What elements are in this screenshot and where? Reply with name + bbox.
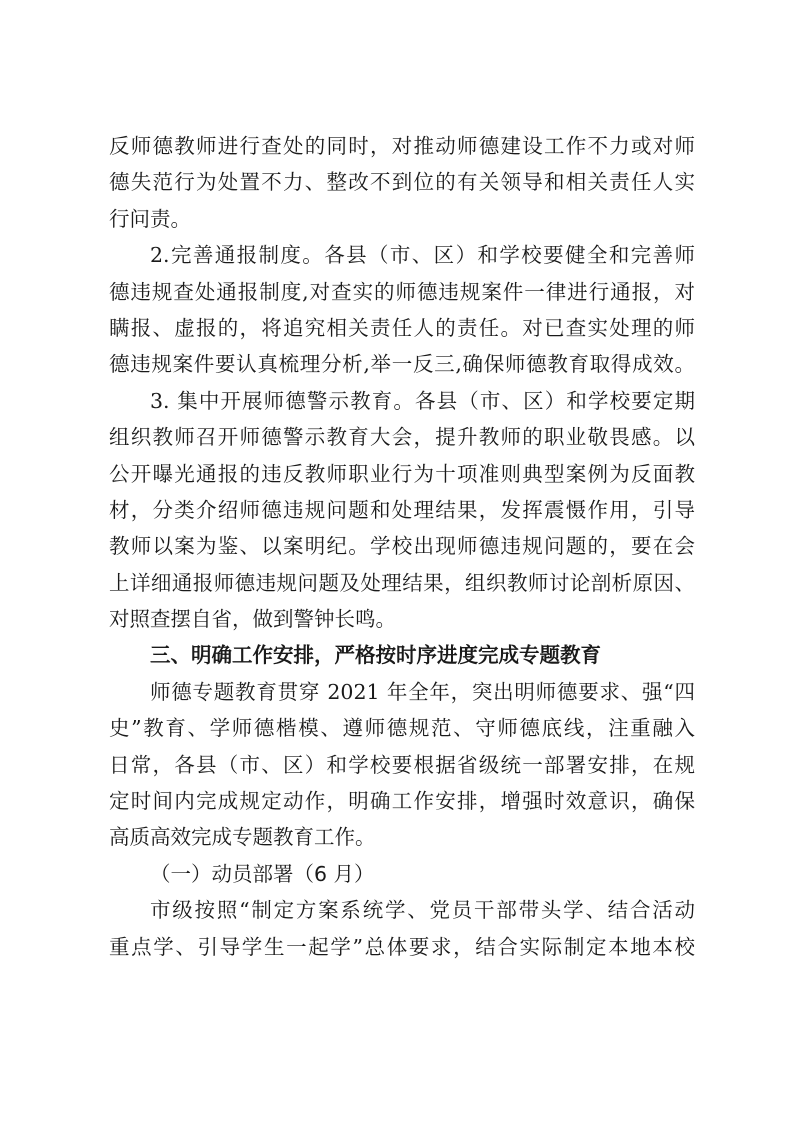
paragraph-city-requirements bbox=[109, 892, 695, 965]
text-line: 2.完善通报制度。各县（市、区）和学校要健全和完善师 bbox=[150, 243, 695, 268]
text-line: 市级按照“制定方案系统学、党员干部带头学、结合活动 bbox=[150, 898, 695, 923]
subsection-heading-mobilization bbox=[109, 856, 695, 892]
text-line: 公开曝光通报的违反教师职业行为十项准则典型案例为反面教 bbox=[109, 461, 695, 486]
section-heading: 三、明确工作安排，严格按时序进度完成专题教育 bbox=[150, 643, 601, 668]
text-line: 教师以案为鉴、以案明纪。学校出现师德违规问题的，要在会 bbox=[109, 534, 695, 559]
document-page bbox=[109, 128, 695, 965]
section-heading-three bbox=[109, 637, 695, 673]
text-line: 德违规查处通报制度,对查实的师德违规案件一律进行通报，对 bbox=[109, 279, 695, 304]
text-line: 对照查摆自省，做到警钟长鸣。 bbox=[109, 607, 396, 632]
paragraph-accountability bbox=[109, 128, 695, 237]
subsection-heading: （一）动员部署（6 月） bbox=[150, 861, 375, 886]
text-line: 定时间内完成规定动作，明确工作安排，增强时效意识，确保 bbox=[109, 789, 695, 814]
text-line: 高质高效完成专题教育工作。 bbox=[109, 825, 376, 850]
text-line: 德失范行为处置不力、整改不到位的有关领导和相关责任人实 bbox=[109, 170, 695, 195]
text-line: 3. 集中开展师德警示教育。各县（市、区）和学校要定期 bbox=[150, 388, 695, 413]
text-line: 组织教师召开师德警示教育大会，提升教师的职业敬畏感。以 bbox=[109, 425, 695, 450]
paragraph-year-plan bbox=[109, 674, 695, 856]
text-line: 瞒报、虚报的，将追究相关责任人的责任。对已查实处理的师 bbox=[109, 315, 695, 340]
text-line: 上详细通报师德违规问题及处理结果，组织教师讨论剖析原因、 bbox=[109, 570, 695, 595]
text-line: 材，分类介绍师德违规问题和处理结果，发挥震慑作用，引导 bbox=[109, 497, 695, 522]
text-line: 反师德教师进行查处的同时，对推动师德建设工作不力或对师 bbox=[109, 134, 695, 158]
text-line: 重点学、引导学生一起学”总体要求，结合实际制定本地本校 bbox=[109, 934, 695, 959]
text-line: 日常，各县（市、区）和学校要根据省级统一部署安排，在规 bbox=[109, 752, 695, 777]
text-line: 行问责。 bbox=[109, 206, 191, 231]
text-line: 师德专题教育贯穿 2021 年全年，突出明师德要求、强“四 bbox=[150, 679, 695, 704]
paragraph-warning-education bbox=[109, 383, 695, 638]
text-line: 史”教育、学师德楷模、遵师德规范、守师德底线，注重融入 bbox=[109, 716, 695, 741]
text-line: 德违规案件要认真梳理分析,举一反三,确保师德教育取得成效。 bbox=[109, 352, 695, 377]
paragraph-reporting-system bbox=[109, 237, 695, 383]
